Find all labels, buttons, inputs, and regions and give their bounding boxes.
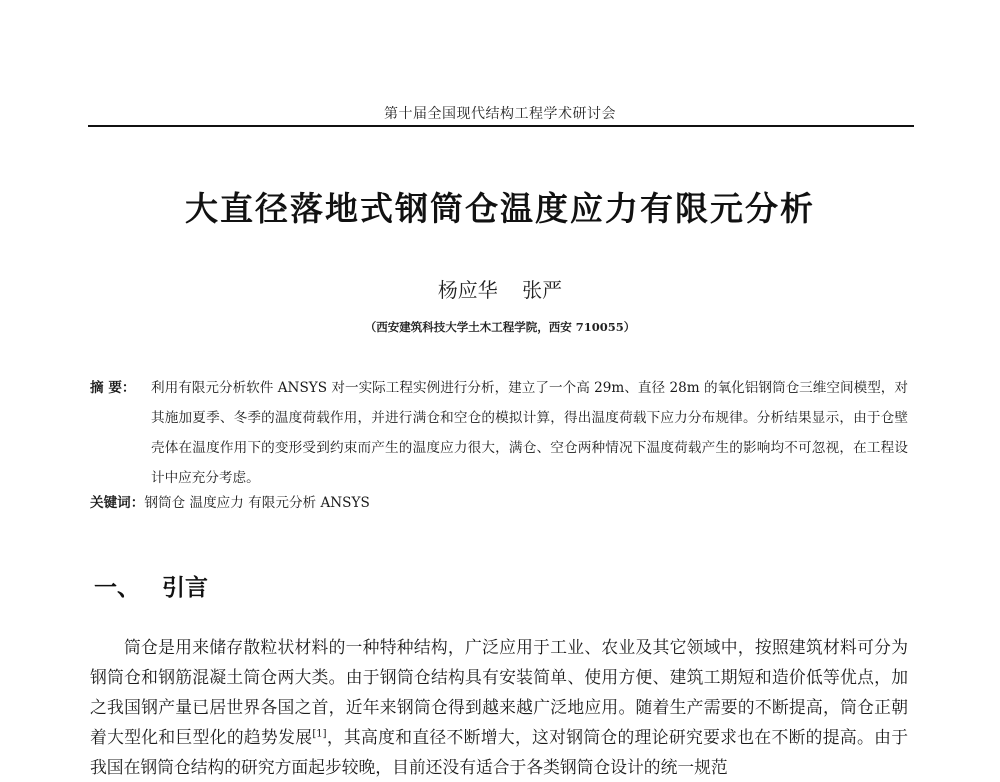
abstract-text: 利用有限元分析软件 ANSYS 对一实际工程实例进行分析，建立了一个高 29m、直径 28m 的氧化铝钢筒仓三维空间模型，对其施加夏季、冬季的温度荷载作用，并进行满仓和空仓的模拟计算，得出温度荷载下应力分布规律。分析结果显示，由于仓壁壳体在温度作用下的变形受到约束而产生的温度应力很大，满仓、空仓两种情况下温度荷载产生的影响均不可忽视，在工程设计中应充分考虑。 xyxy=(151,380,908,486)
section-heading xyxy=(94,569,208,602)
citation-ref: [1] xyxy=(312,728,327,740)
running-header: 第十届全国现代结构工程学术研讨会 xyxy=(384,106,616,122)
author-affiliation: （西安建筑科技大学土木工程学院，西安 710055） xyxy=(364,320,636,334)
section-title: 引言 xyxy=(162,575,208,601)
section-number: 一、 xyxy=(94,575,140,601)
abstract-label: 摘 要： xyxy=(90,380,136,396)
keywords-text: 钢筒仓 温度应力 有限元分析 ANSYS xyxy=(144,495,370,511)
intro-paragraph xyxy=(90,632,908,782)
author-names: 杨应华 张严 xyxy=(437,278,563,302)
keywords xyxy=(90,492,370,514)
keywords-label: 关键词： xyxy=(90,495,145,511)
header-rule xyxy=(88,125,914,127)
intro-text-part1: 筒仓是用来储存散粒状材料的一种特种结构，广泛应用于工业、农业及其它领域中，按照建筑材料可分为钢筒仓和钢筋混凝土筒仓两大类。由于钢筒仓结构具有安装简单、使用方便、建筑工期短和造价低等优点，加之我国钢产量已居世界各国之首，近年来钢筒仓得到越来越广泛地应用。随着生产需要的不断提高，筒仓正朝着大型化和巨型化的趋势发展 xyxy=(90,637,908,747)
abstract xyxy=(90,373,908,493)
paper-title: 大直径落地式钢筒仓温度应力有限元分析 xyxy=(185,189,815,228)
intro-text-part2: ，其高度和直径不断增大，这对钢筒仓的理论研究要求也在不断的提高。由于我国在钢筒仓结构的研究方面起步较晚，目前还没有适合于各类钢筒仓设计的统一规范 xyxy=(90,727,908,777)
